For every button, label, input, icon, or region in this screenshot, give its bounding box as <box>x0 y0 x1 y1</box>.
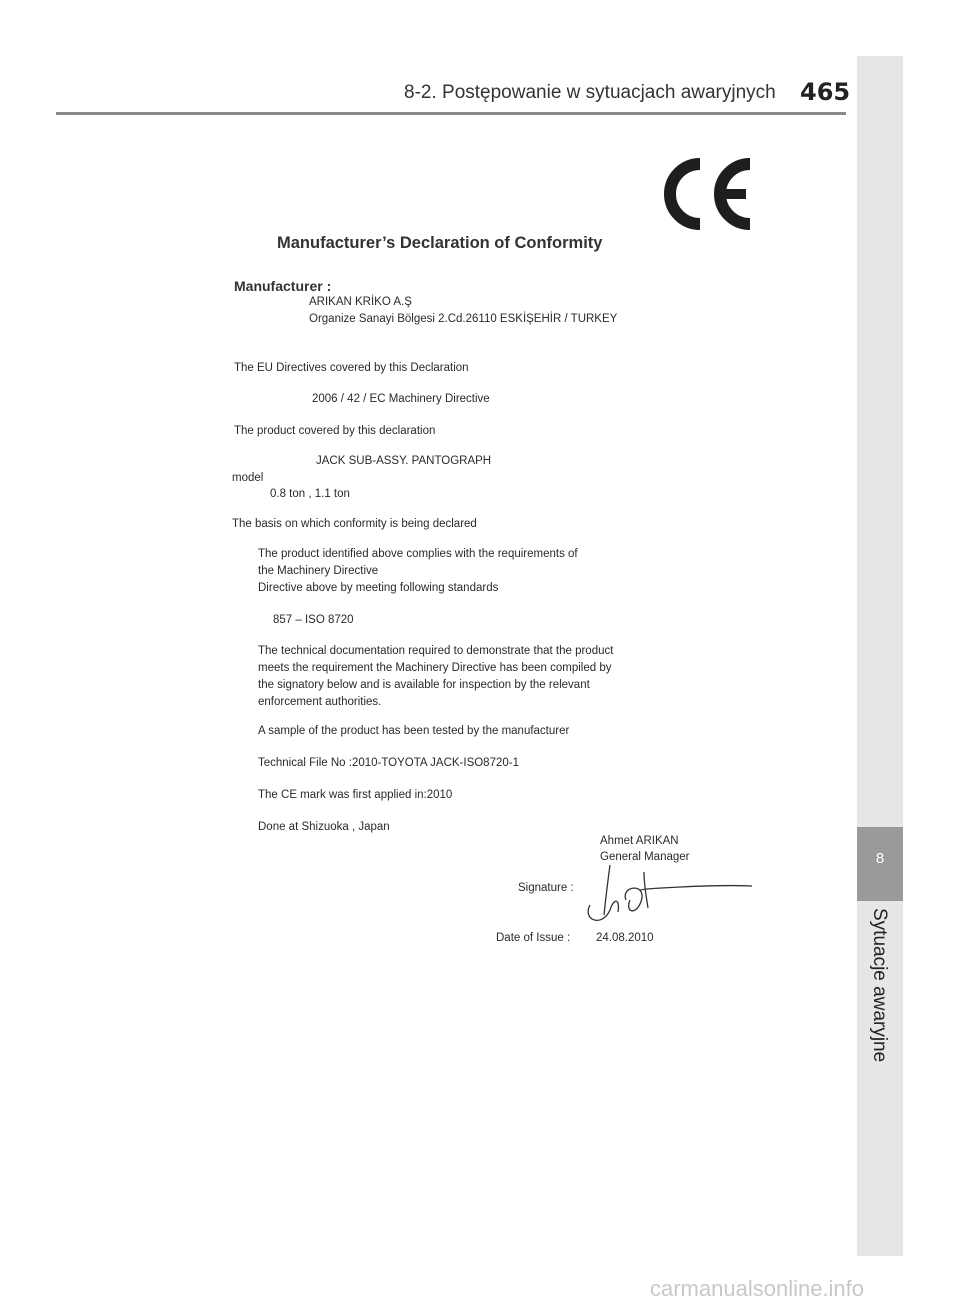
basis-line: Directive above by meeting following standards <box>258 582 499 594</box>
chapter-label: Sytuacje awaryjne <box>869 908 890 1063</box>
tech-doc-line: meets the requirement the Machinery Directive has been compiled by <box>258 662 612 674</box>
basis-line: The product identified above complies with the requirements of <box>258 548 578 560</box>
done-at-text: Done at Shizuoka , Japan <box>258 821 390 833</box>
ce-mark-icon <box>656 158 756 230</box>
certificate-title: Manufacturer’s Declaration of Conformity <box>277 234 603 252</box>
standard-text: 857 – ISO 8720 <box>273 614 354 626</box>
tech-doc-line: enforcement authorities. <box>258 696 382 708</box>
technical-file-text: Technical File No :2010-TOYOTA JACK-ISO8720-1 <box>258 757 519 769</box>
date-value: 24.08.2010 <box>596 932 654 944</box>
product-name: JACK SUB-ASSY. PANTOGRAPH <box>316 455 492 467</box>
handwritten-signature <box>580 860 760 930</box>
basis-line: the Machinery Directive <box>258 565 379 577</box>
chapter-number: 8 <box>875 850 885 867</box>
watermark: carmanualsonline.info <box>650 1276 865 1301</box>
tech-doc-line: The technical documentation required to demonstrate that the product <box>258 645 614 657</box>
running-header: 8-2. Postępowanie w sytuacjach awaryjnych <box>404 82 776 103</box>
manufacturer-label: Manufacturer : <box>234 278 332 294</box>
product-heading: The product covered by this declaration <box>234 425 436 437</box>
header-divider <box>56 112 846 115</box>
model-label: model <box>232 472 264 484</box>
signature-label: Signature : <box>518 882 574 894</box>
chapter-side-tab <box>857 56 903 1256</box>
model-values: 0.8 ton , 1.1 ton <box>270 488 350 500</box>
directives-heading: The EU Directives covered by this Declaration <box>234 362 469 374</box>
tech-doc-line: the signatory below and is available for inspection by the relevant <box>258 679 590 691</box>
manufacturer-name: ARIKAN KRİKO A.Ş <box>309 296 412 308</box>
signatory-name: Ahmet ARIKAN <box>600 835 679 847</box>
sample-tested-text: A sample of the product has been tested by the manufacturer <box>258 725 570 737</box>
page-number: 465 <box>800 78 851 106</box>
directive-text: 2006 / 42 / EC Machinery Directive <box>312 393 490 405</box>
signatory-title: General Manager <box>600 851 690 863</box>
date-label: Date of Issue : <box>496 932 571 944</box>
ce-first-applied-text: The CE mark was first applied in:2010 <box>258 789 453 801</box>
manufacturer-address: Organize Sanayi Bölgesi 2.Cd.26110 ESKİŞEHİR / TURKEY <box>309 313 618 325</box>
basis-heading: The basis on which conformity is being declared <box>232 518 477 530</box>
